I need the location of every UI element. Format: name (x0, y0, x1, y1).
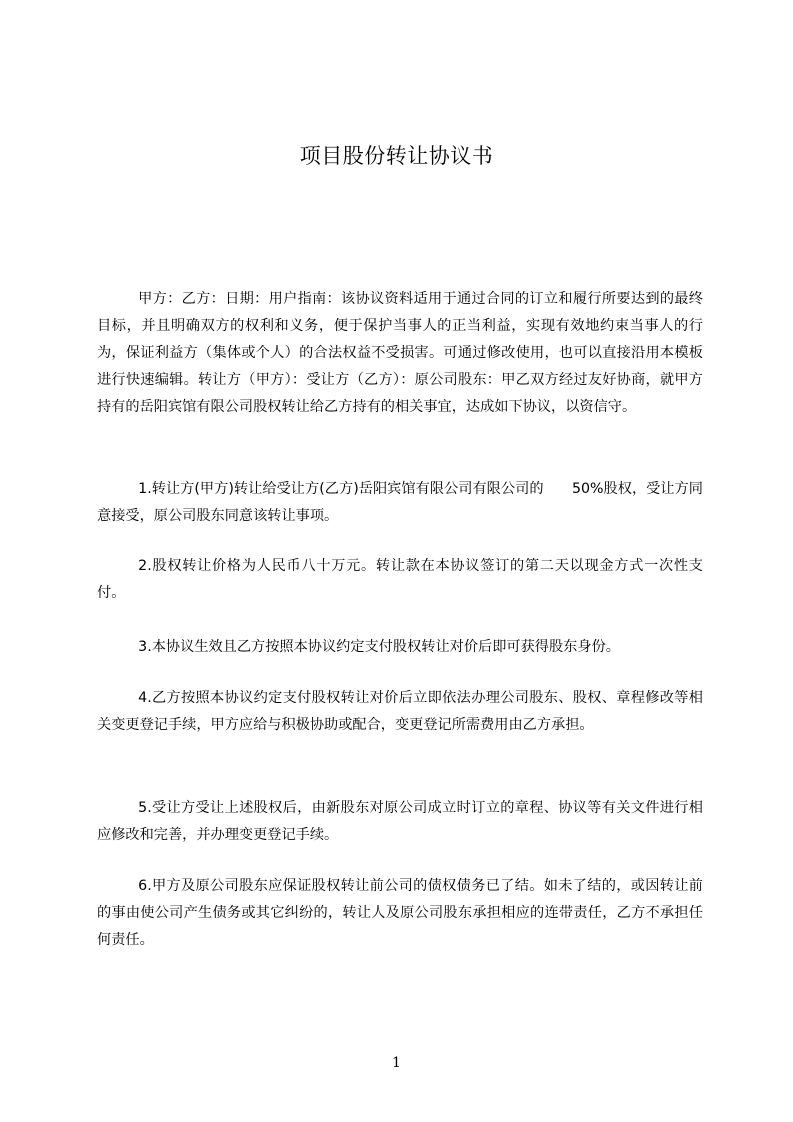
clause-3: 3.本协议生效且乙方按照本协议约定支付股权转让对价后即可获得股东身份。 (138, 639, 620, 655)
document-title: 项目股份转让协议书 (299, 144, 494, 168)
clause-5: 5.受让方受让上述股权后，由新股东对原公司成立时订立的章程、协议等有关文件进行相应修改和完善，并办理变更登记手续。 (97, 800, 703, 843)
clause-6: 6.甲方及原公司股东应保证股权转让前公司的债权债务已了结。如未了结的，或因转让前的事由使公司产生债务或其它纠纷的，转让人及原公司股东承担相应的连带责任，乙方不承担任何责任。 (97, 878, 703, 948)
intro-paragraph: 甲方：乙方：日期：用户指南：该协议资料适用于通过合同的订立和履行所要达到的最终目标，并且明确双方的权利和义务，便于保护当事人的正当利益，实现有效地约束当事人的行为，保证利益方（集体或个人）的合法权益不受损害。可通过修改使用，也可以直接沿用本模板进行快速编辑。转让方（甲方）：受让方（乙方）：原公司股东：甲乙双方经过友好协商，就甲方持有的岳阳宾馆有限公司股权转让给乙方持有的相关事宜，达成如下协议，以资信守。 (97, 291, 703, 415)
clause-2: 2.股权转让价格为人民币八十万元。转让款在本协议签订的第二天以现金方式一次性支付。 (97, 558, 703, 601)
page-number: 1 (392, 1055, 401, 1071)
clause-1: 1.转让方(甲方)转让给受让方(乙方)岳阳宾馆有限公司有限公司的 50%股权，受让方同意接受，原公司股东同意该转让事项。 (97, 481, 703, 524)
clause-4: 4.乙方按照本协议约定支付股权转让对价后立即依法办理公司股东、股权、章程修改等相关变更登记手续，甲方应给与积极协助或配合，变更登记所需费用由乙方承担。 (97, 690, 703, 733)
